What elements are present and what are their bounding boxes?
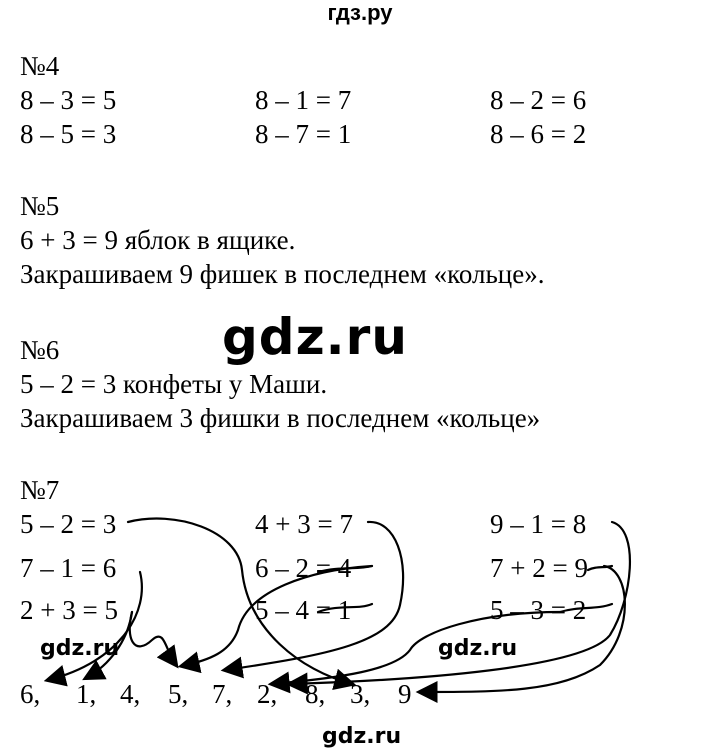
task5-heading: №5 xyxy=(20,191,60,221)
answer-9: 9 xyxy=(398,679,412,709)
task4-r1c2: 8 – 1 = 7 xyxy=(255,85,352,115)
strike-1 xyxy=(318,604,372,612)
arrow-2 xyxy=(272,612,560,684)
arrow-1 xyxy=(86,612,132,678)
answer-8: 3, xyxy=(350,679,371,709)
task7-r1c2: 4 + 3 = 7 xyxy=(255,509,353,539)
task5-line1: 6 + 3 = 9 яблок в ящике. xyxy=(20,225,296,255)
task4-r2c2: 8 – 7 = 1 xyxy=(255,119,352,149)
answer-3: 4, xyxy=(120,679,141,709)
task4-r2c3: 8 – 6 = 2 xyxy=(490,119,587,149)
task4-heading: №4 xyxy=(20,51,60,81)
task7-r3c1: 2 + 3 = 5 xyxy=(20,595,118,625)
watermark-top: гдз.ру xyxy=(327,0,393,25)
strike-2 xyxy=(560,604,612,612)
arrow-7 xyxy=(225,522,403,670)
watermark-bottom: gdz.ru xyxy=(322,724,402,749)
answer-2: 1, xyxy=(76,679,97,709)
answer-4: 5, xyxy=(168,679,189,709)
arrow-9 xyxy=(420,566,625,692)
arrow-8 xyxy=(290,522,630,684)
watermark-left: gdz.ru xyxy=(40,636,120,661)
watermark-right: gdz.ru xyxy=(438,636,518,661)
task7-r3c3: 5 – 3 = 2 xyxy=(490,595,587,625)
task7-heading: №7 xyxy=(20,475,60,505)
task5-line2: Закрашиваем 9 фишек в последнем «кольце». xyxy=(20,259,545,289)
answer-5: 7, xyxy=(212,679,233,709)
arrow-4 xyxy=(182,566,372,666)
arrow-3 xyxy=(128,519,352,684)
task7-r1c3: 9 – 1 = 8 xyxy=(490,509,587,539)
task7-r1c1: 5 – 2 = 3 xyxy=(20,509,117,539)
answer-6: 2, xyxy=(257,679,278,709)
watermark-center: gdz.ru xyxy=(222,308,408,366)
task7-r2c1: 7 – 1 = 6 xyxy=(20,553,117,583)
answer-7: 8, xyxy=(305,679,326,709)
task6-line1: 5 – 2 = 3 конфеты у Маши. xyxy=(20,369,328,399)
task4-r1c3: 8 – 2 = 6 xyxy=(490,85,587,115)
task7-r2c3: 7 + 2 = 9 xyxy=(490,553,588,583)
arrow-5-loop xyxy=(130,612,176,665)
task4-r2c1: 8 – 5 = 3 xyxy=(20,119,117,149)
task7-r2c2: 6 – 2 = 4 xyxy=(255,553,352,583)
task6-heading: №6 xyxy=(20,335,60,365)
answer-1: 6, xyxy=(20,679,41,709)
task4-r1c1: 8 – 3 = 5 xyxy=(20,85,117,115)
task7-r3c2: 5 – 4 = 1 xyxy=(255,595,352,625)
task6-line2: Закрашиваем 3 фишки в последнем «кольце» xyxy=(20,403,541,433)
